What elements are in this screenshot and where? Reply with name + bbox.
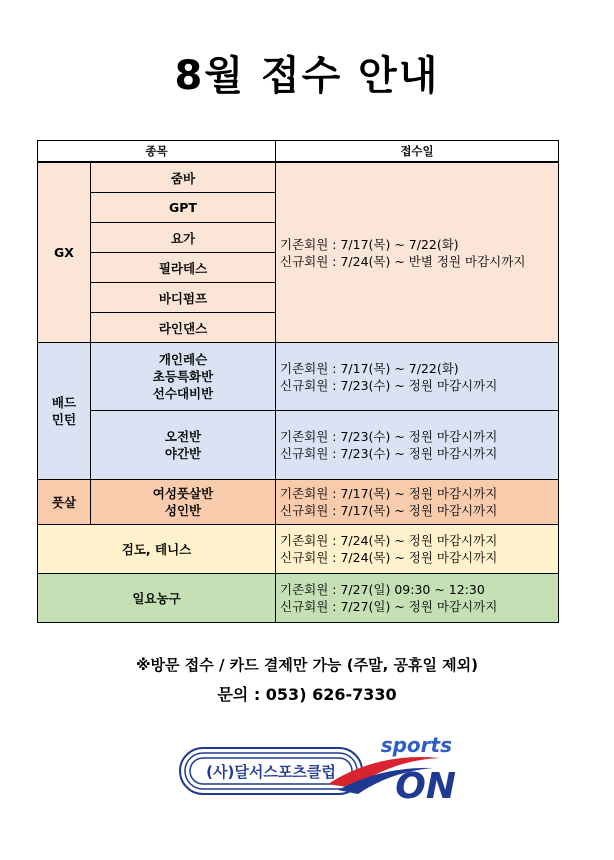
item-private-lesson: 개인레슨 — [158, 352, 208, 367]
date-new: 신규회원 : 7/27(일) ~ 정원 마감시까지 — [280, 599, 498, 614]
item-zumba: 줌바 — [91, 162, 276, 193]
date-new: 신규회원 : 7/17(목) ~ 정원 마감시까지 — [280, 503, 498, 518]
dates-gx — [276, 162, 559, 343]
date-existing: 기존회원 : 7/23(수) ~ 정원 마감시까지 — [280, 429, 498, 444]
sports-on-logo — [178, 732, 458, 807]
dates-badminton-group2 — [276, 411, 559, 480]
dates-kendo-tennis — [276, 525, 559, 574]
category-kendo-tennis: 검도, 테니스 — [38, 525, 276, 574]
futsal-items — [91, 480, 276, 525]
notice-text: ※방문 접수 / 카드 결제만 가능 (주말, 공휴일 제외) — [135, 656, 479, 674]
badminton-group1-items — [91, 343, 276, 411]
table-header-row — [38, 141, 559, 163]
date-existing: 기존회원 : 7/17(목) ~ 정원 마감시까지 — [280, 486, 498, 501]
logo-sports-text: sports — [380, 733, 452, 757]
table-row — [38, 574, 559, 623]
table-row — [38, 343, 559, 411]
schedule-table — [37, 140, 559, 623]
dates-sunday-basketball — [276, 574, 559, 623]
logo-org-name: (사)달서스포츠클럽 — [206, 763, 336, 781]
logo-on-text: ON — [395, 766, 456, 807]
category-badminton-line1: 배드 — [51, 395, 77, 410]
date-existing: 기존회원 : 7/17(목) ~ 7/22(화) — [280, 360, 459, 376]
category-badminton — [38, 343, 91, 480]
item-athlete: 선수대비반 — [152, 386, 214, 401]
header-sport: 종목 — [38, 141, 276, 163]
date-existing: 기존회원 : 7/17(목) ~ 7/22(화) — [280, 236, 459, 252]
badminton-group2-items — [91, 411, 276, 480]
table-row — [38, 162, 559, 193]
dates-futsal — [276, 480, 559, 525]
table-row — [38, 525, 559, 574]
date-new: 신규회원 : 7/24(목) ~ 정원 마감시까지 — [280, 550, 498, 565]
date-new: 신규회원 : 7/23(수) ~ 정원 마감시까지 — [280, 446, 498, 461]
date-new: 신규회원 : 7/24(목) ~ 반별 정원 마감시까지 — [280, 253, 526, 269]
date-new: 신규회원 : 7/23(수) ~ 정원 마감시까지 — [280, 377, 498, 393]
item-morning: 오전반 — [164, 429, 202, 444]
item-pilates: 필라테스 — [91, 253, 276, 283]
table-row — [38, 480, 559, 525]
item-evening: 야간반 — [164, 446, 202, 461]
category-sunday-basketball: 일요농구 — [38, 574, 276, 623]
page-title: 8월 접수 안내 — [174, 53, 440, 99]
contact-phone: 문의 : 053) 626-7330 — [217, 685, 397, 704]
date-existing: 기존회원 : 7/27(일) 09:30 ~ 12:30 — [280, 582, 485, 597]
item-elementary: 초등특화반 — [152, 369, 214, 384]
header-date: 접수일 — [276, 141, 559, 163]
dates-badminton-group1 — [276, 343, 559, 411]
item-yoga: 요가 — [91, 223, 276, 253]
table-row — [38, 411, 559, 480]
date-existing: 기존회원 : 7/24(목) ~ 정원 마감시까지 — [280, 533, 498, 548]
item-women-futsal: 여성풋살반 — [152, 486, 214, 501]
category-badminton-line2: 민턴 — [51, 412, 77, 427]
category-futsal: 풋살 — [38, 480, 91, 525]
category-gx: GX — [38, 162, 91, 343]
item-bodypump: 바디펌프 — [91, 283, 276, 313]
item-gpt: GPT — [91, 193, 276, 223]
item-linedance: 라인댄스 — [91, 313, 276, 343]
item-adult: 성인반 — [164, 503, 202, 518]
